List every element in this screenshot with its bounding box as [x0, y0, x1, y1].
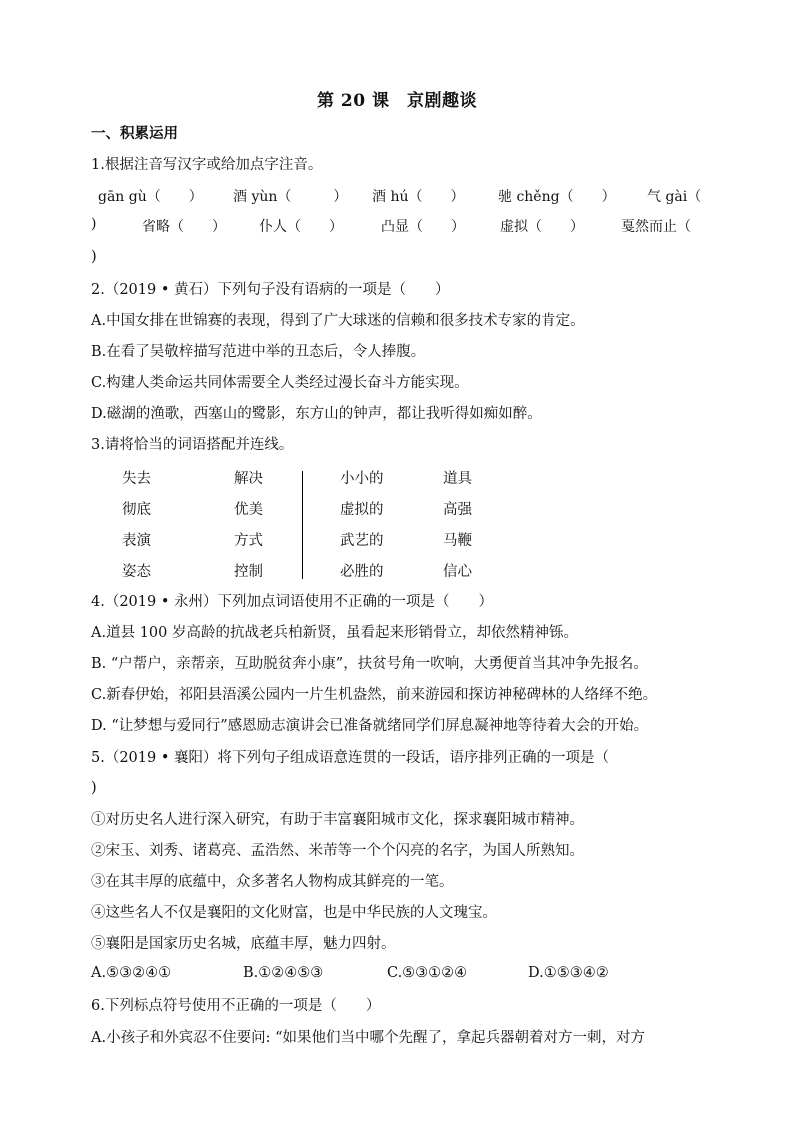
- option-d: D.磁湖的渔歌，西塞山的鹭影，东方山的钟声，都让我听得如痴如醉。: [91, 406, 542, 422]
- page-title: 第 20 课 京剧趣谈: [317, 91, 477, 111]
- match-word: 虚拟的: [340, 502, 384, 518]
- option-d: D. “让梦想与爱同行”感恩励志演讲会已准备就绪同学们屏息凝神地等待着大会的开始。: [91, 718, 649, 734]
- pinyin-item: 省略（ ）: [142, 219, 226, 235]
- option-b: B.在看了吴敬梓描写范进中举的丑态后，令人捧腹。: [91, 344, 426, 360]
- option-c: C.构建人类命运共同体需要全人类经过漫长奋斗方能实现。: [91, 375, 469, 391]
- question-1-row-3: ): [91, 249, 97, 265]
- choice-c: C.⑤③①②④: [387, 965, 468, 981]
- choice-a: A.⑤③②④①: [91, 965, 172, 981]
- pinyin-item: 气 gài（: [647, 189, 702, 205]
- match-word: 解决: [234, 471, 263, 487]
- match-word: 必胜的: [340, 564, 384, 580]
- option-a: A.中国女排在世锦赛的表现，得到了广大球迷的信赖和很多技术专家的肯定。: [91, 313, 585, 329]
- pinyin-item: 虚拟（ ）: [500, 219, 584, 235]
- section-heading: 一、积累运用: [91, 125, 178, 142]
- match-word: 信心: [443, 564, 472, 580]
- option-a: A.道县 100 岁高龄的抗战老兵柏新贤，虽看起来形销骨立，却依然精神铄。: [91, 625, 578, 641]
- question-2-stem: 2.（2019 • 黄石）下列句子没有语病的一项是（ ）: [91, 282, 450, 298]
- question-4-stem: 4.（2019 • 永州）下列加点词语使用不正确的一项是（ ）: [91, 594, 494, 610]
- match-word: 道具: [443, 471, 472, 487]
- match-word: 武艺的: [340, 533, 384, 549]
- match-word: 方式: [234, 533, 263, 549]
- pinyin-item: 凸显（ ）: [381, 219, 465, 235]
- question-6-stem: 6.下列标点符号使用不正确的一项是（ ）: [91, 998, 381, 1014]
- sentence-item: ③在其丰厚的底蕴中，众多著名人物构成其鲜亮的一笔。: [91, 874, 454, 890]
- pinyin-item: 酒 hú（ ）: [372, 189, 465, 205]
- pinyin-item: 仆人（ ）: [259, 219, 343, 235]
- question-5-stem-end: ): [91, 780, 97, 796]
- match-word: 高强: [443, 502, 472, 518]
- match-word: 失去: [122, 471, 151, 487]
- option-c: C.新春伊始，祁阳县浯溪公园内一片生机盎然，前来游园和探访神秘碑林的人络绎不绝。: [91, 687, 658, 703]
- pinyin-item: 酒 yùn（ ）: [233, 189, 348, 205]
- choice-b: B.①②④⑤③: [243, 965, 324, 981]
- pinyin-item: 驰 chěng（ ）: [498, 189, 616, 205]
- sentence-item: ④这些名人不仅是襄阳的文化财富，也是中华民族的人文瑰宝。: [91, 905, 497, 921]
- match-word: 马鞭: [443, 533, 472, 549]
- match-word: 表演: [122, 533, 151, 549]
- match-word: 小小的: [340, 471, 384, 487]
- pinyin-item: ): [91, 216, 97, 232]
- match-word: 姿态: [122, 564, 151, 580]
- question-1-stem: 1.根据注音写汉字或给加点字注音。: [91, 157, 323, 173]
- sentence-item: ②宋玉、刘秀、诸葛亮、孟浩然、米芾等一个个闪亮的名字，为国人所熟知。: [91, 843, 584, 859]
- option-a: A.小孩子和外宾忍不住要问: “如果他们当中哪个先醒了，拿起兵器朝着对方一刺，对方: [91, 1030, 645, 1046]
- question-3-stem: 3.请将恰当的词语搭配并连线。: [91, 437, 294, 453]
- sentence-item: ⑤襄阳是国家历史名城，底蕴丰厚，魅力四射。: [91, 936, 396, 952]
- pinyin-item: 戛然而止（: [621, 219, 691, 235]
- match-word: 控制: [234, 564, 263, 580]
- match-word: 优美: [234, 502, 263, 518]
- divider-line: [302, 471, 303, 579]
- pinyin-item: gān gù（ ）: [98, 189, 203, 205]
- choice-d: D.①⑤③④②: [528, 965, 609, 981]
- match-word: 彻底: [122, 502, 151, 518]
- option-b: B. “户帮户，亲帮亲，互助脱贫奔小康”，扶贫号角一吹响，大勇便首当其冲争先报名。: [91, 656, 648, 672]
- sentence-item: ①对历史名人进行深入研究，有助于丰富襄阳城市文化，探求襄阳城市精神。: [91, 812, 584, 828]
- question-5-stem: 5.（2019 • 襄阳）将下列句子组成语意连贯的一段话，语序排列正确的一项是（: [91, 750, 610, 766]
